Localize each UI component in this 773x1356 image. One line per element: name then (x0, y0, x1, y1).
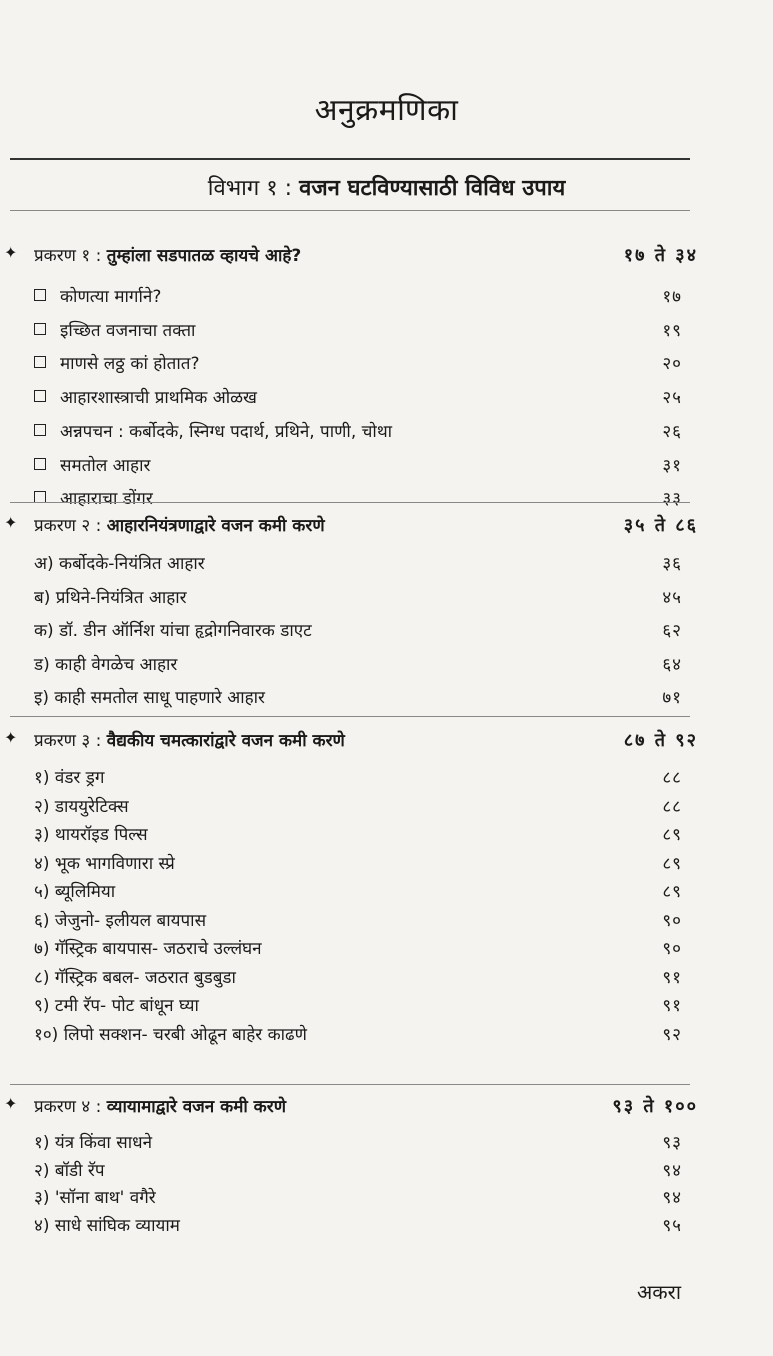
entry-title: आहारशास्त्राची प्राथमिक ओळख (60, 388, 257, 409)
chapter-label-group (34, 1094, 286, 1117)
title-rule (10, 158, 690, 160)
star-bullet-icon: ✦ (4, 728, 18, 747)
chapter-title: वैद्यकीय चमत्कारांद्वारे वजन कमी करणे (106, 731, 345, 751)
chapter-page-range: ८७ ते ९२ (623, 730, 698, 751)
entry-page-number: ९० (662, 910, 682, 931)
chapter-divider (10, 1084, 690, 1085)
entry-title: समतोल आहार (60, 455, 151, 476)
entry-title: ३) थायरॉइड पिल्स (34, 825, 148, 845)
entry-title: २) बॉडी रॅप (34, 1160, 105, 1181)
entry-title: क) डॉ. डीन ऑर्निश यांचा हृद्रोगनिवारक डाएट (34, 621, 312, 641)
toc-entry[interactable] (34, 851, 682, 874)
entry-page-number: २५ (662, 388, 682, 409)
entry-page-number: ८८ (662, 768, 682, 788)
star-bullet-icon: ✦ (4, 243, 18, 262)
entry-title: ४) साधे सांघिक व्यायाम (34, 1215, 180, 1236)
toc-entry[interactable] (34, 284, 682, 307)
entry-title: अ) कर्बोदके-नियंत्रित आहार (34, 554, 205, 574)
toc-entry[interactable] (34, 993, 682, 1016)
entry-page-number: ९५ (662, 1215, 682, 1236)
page-number-footer: अकरा (637, 1280, 681, 1304)
entry-page-number: ९४ (662, 1188, 682, 1208)
entry-page-number: ८८ (662, 796, 682, 817)
chapter-page-range: ३५ ते ८६ (623, 515, 698, 536)
entry-title: कोणत्या मार्गाने? (60, 287, 162, 307)
toc-entry[interactable] (34, 351, 682, 374)
toc-entry[interactable] (34, 1185, 682, 1208)
entry-title: १) यंत्र किंवा साधने (34, 1133, 153, 1153)
entry-title: ब) प्रथिने-नियंत्रित आहार (34, 587, 187, 608)
checkbox-bullet-icon (34, 289, 46, 301)
checkbox-bullet-icon (34, 424, 46, 436)
page-title: अनुक्रमणिका (314, 93, 459, 128)
toc-entry[interactable] (34, 936, 682, 959)
entry-page-number: ६२ (662, 621, 682, 641)
chapter-divider (10, 502, 690, 503)
chapter-page-range: १७ ते ३४ (623, 245, 698, 266)
entry-page-number: ४५ (662, 587, 682, 608)
section-rule (10, 210, 690, 211)
entry-title: इच्छित वजनाचा तक्ता (60, 320, 196, 341)
entry-page-number: ९२ (662, 1024, 682, 1045)
entry-page-number: ९० (662, 939, 682, 959)
entry-page-number: २० (662, 354, 682, 375)
chapter-title: व्यायामाद्वारे वजन कमी करणे (106, 1097, 286, 1117)
entry-title: २) डाययुरेटिक्स (34, 796, 129, 817)
star-bullet-icon: ✦ (4, 513, 18, 532)
toc-entry[interactable] (34, 486, 682, 509)
chapter-title: आहारनियंत्रणाद्वारे वजन कमी करणे (106, 516, 325, 536)
entry-title: अन्नपचन : कर्बोदके, स्निग्ध पदार्थ, प्रथिने, पाणी, चोथा (60, 421, 393, 442)
toc-entry[interactable] (34, 318, 682, 341)
chapter-title: तुम्हांला सडपातळ व्हायचे आहे? (106, 246, 302, 266)
chapter-label: प्रकरण ४ : (34, 1097, 102, 1117)
toc-entry[interactable] (34, 585, 682, 608)
toc-entry[interactable] (34, 453, 682, 476)
chapter-label: प्रकरण २ : (34, 516, 102, 536)
entry-title: ३) 'सॉना बाथ' वगैरे (34, 1188, 156, 1208)
toc-entry[interactable] (34, 1213, 682, 1236)
chapter-label-group (34, 513, 325, 536)
entry-title: ४) भूक भागविणारा स्प्रे (34, 853, 175, 874)
checkbox-bullet-icon (34, 390, 46, 402)
entry-page-number: ८९ (662, 853, 682, 874)
entry-page-number: ९१ (662, 996, 682, 1016)
entry-title: ६) जेजुनो- इलीयल बायपास (34, 910, 207, 931)
toc-entry[interactable] (34, 685, 682, 708)
chapter-label: प्रकरण १ : (34, 246, 102, 266)
entry-title: ड) काही वेगळेच आहार (34, 654, 178, 675)
entry-page-number: २६ (662, 421, 682, 442)
chapter-label-group (34, 243, 301, 266)
entry-page-number: ८९ (662, 825, 682, 845)
entry-title: ८) गॅस्ट्रिक बबल- जठरात बुडबुडा (34, 967, 236, 988)
toc-entry[interactable] (34, 385, 682, 408)
entry-page-number: ६४ (662, 654, 682, 675)
toc-entry[interactable] (34, 908, 682, 931)
chapter-page-range: ९३ ते १०० (612, 1096, 698, 1117)
entry-page-number: ८९ (662, 882, 682, 902)
section-heading (0, 172, 773, 202)
star-bullet-icon: ✦ (4, 1094, 18, 1113)
entry-page-number: ७१ (662, 688, 682, 708)
toc-entry[interactable] (34, 965, 682, 988)
entry-title: १) वंडर ड्रग (34, 768, 105, 788)
entry-title: माणसे लठ्ठ कां होतात? (60, 354, 200, 375)
entry-page-number: ३३ (662, 489, 682, 510)
toc-entry[interactable] (34, 419, 682, 442)
checkbox-bullet-icon (34, 458, 46, 470)
checkbox-bullet-icon (34, 356, 46, 368)
entry-page-number: ९१ (662, 967, 682, 988)
entry-title: आहाराचा डोंगर (60, 489, 153, 510)
entry-title: १०) लिपो सक्शन- चरबी ओढून बाहेर काढणे (34, 1024, 307, 1045)
chapter-label-group (34, 728, 345, 751)
toc-entry[interactable] (34, 822, 682, 845)
chapter-divider (10, 716, 690, 717)
toc-entry[interactable] (34, 618, 682, 641)
entry-page-number: ९३ (662, 1133, 682, 1153)
toc-entry[interactable] (34, 765, 682, 788)
toc-entry[interactable] (34, 794, 682, 817)
entry-title: ९) टमी रॅप- पोट बांधून घ्या (34, 996, 199, 1016)
entry-page-number: १९ (662, 320, 682, 341)
section-prefix: विभाग १ : (207, 176, 293, 201)
entry-page-number: ३१ (662, 455, 682, 476)
entry-page-number: ३६ (662, 554, 682, 574)
entry-title: ७) गॅस्ट्रिक बायपास- जठराचे उल्लंघन (34, 939, 262, 959)
toc-entry[interactable] (34, 1158, 682, 1181)
checkbox-bullet-icon (34, 323, 46, 335)
toc-entry[interactable] (34, 652, 682, 675)
toc-entry[interactable] (34, 879, 682, 902)
entry-title: ५) ब्यूलिमिया (34, 882, 116, 902)
toc-entry[interactable] (34, 551, 682, 574)
chapter-label: प्रकरण ३ : (34, 731, 102, 751)
entry-page-number: १७ (662, 287, 682, 307)
section-title: वजन घटविण्यासाठी विविध उपाय (299, 176, 566, 201)
toc-entry[interactable] (34, 1022, 682, 1045)
entry-page-number: ९४ (662, 1160, 682, 1181)
entry-title: इ) काही समतोल साधू पाहणारे आहार (34, 688, 266, 708)
toc-entry[interactable] (34, 1130, 682, 1153)
